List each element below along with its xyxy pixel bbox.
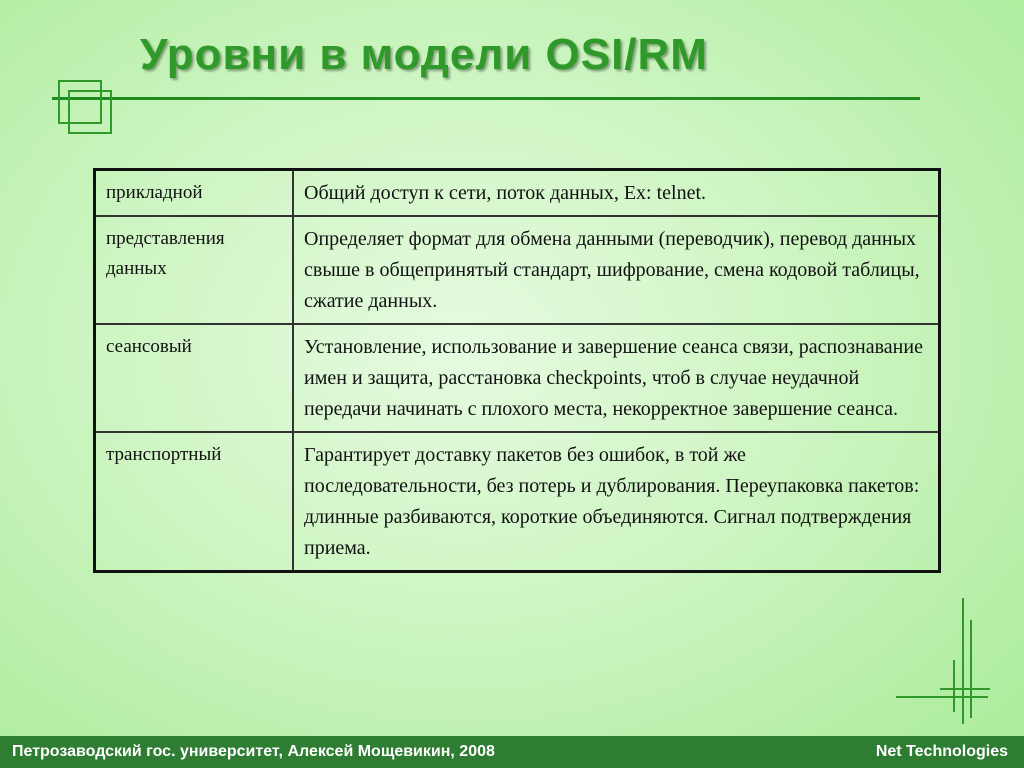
footer-bar [0, 736, 1024, 768]
table-row [95, 170, 940, 217]
decorative-line [896, 696, 988, 698]
table-row [95, 324, 940, 432]
slide-title: Уровни в модели OSI/RM [140, 30, 708, 79]
table-row [95, 432, 940, 572]
footer-course: Net Technologies [875, 743, 1008, 760]
decorative-line [940, 688, 990, 690]
table-row [95, 216, 940, 324]
layer-name-cell: сеансовый [95, 324, 294, 432]
decorative-square [68, 90, 112, 134]
footer-author: Петрозаводский гос. университет, Алексей Мощевикин, 2008 [12, 743, 495, 760]
title-underline [52, 97, 920, 100]
layer-name-cell: транспортный [95, 432, 294, 572]
layer-name-cell: представления данных [95, 216, 294, 324]
layer-description-cell: Установление, использование и завершение сеанса связи, распознавание имен и защита, расстановка checkpoints, чтоб в случае неудачной передачи начинать с плохого места, некорректное завершение сеанса. [293, 324, 940, 432]
layer-description-cell: Общий доступ к сети, поток данных, Ex: telnet. [293, 170, 940, 217]
decorative-line [970, 620, 972, 718]
osi-layers-table [93, 168, 941, 573]
decorative-line [962, 598, 964, 724]
layer-description-cell: Определяет формат для обмена данными (переводчик), перевод данных свыше в общепринятый стандарт, шифрование, смена кодовой таблицы, сжатие данных. [293, 216, 940, 324]
layer-name-cell: прикладной [95, 170, 294, 217]
layer-description-cell: Гарантирует доставку пакетов без ошибок, в той же последовательности, без потерь и дублирования. Переупаковка пакетов: длинные разбиваются, короткие объединяются. Сигнал подтверждения приема. [293, 432, 940, 572]
decorative-line [953, 660, 955, 712]
